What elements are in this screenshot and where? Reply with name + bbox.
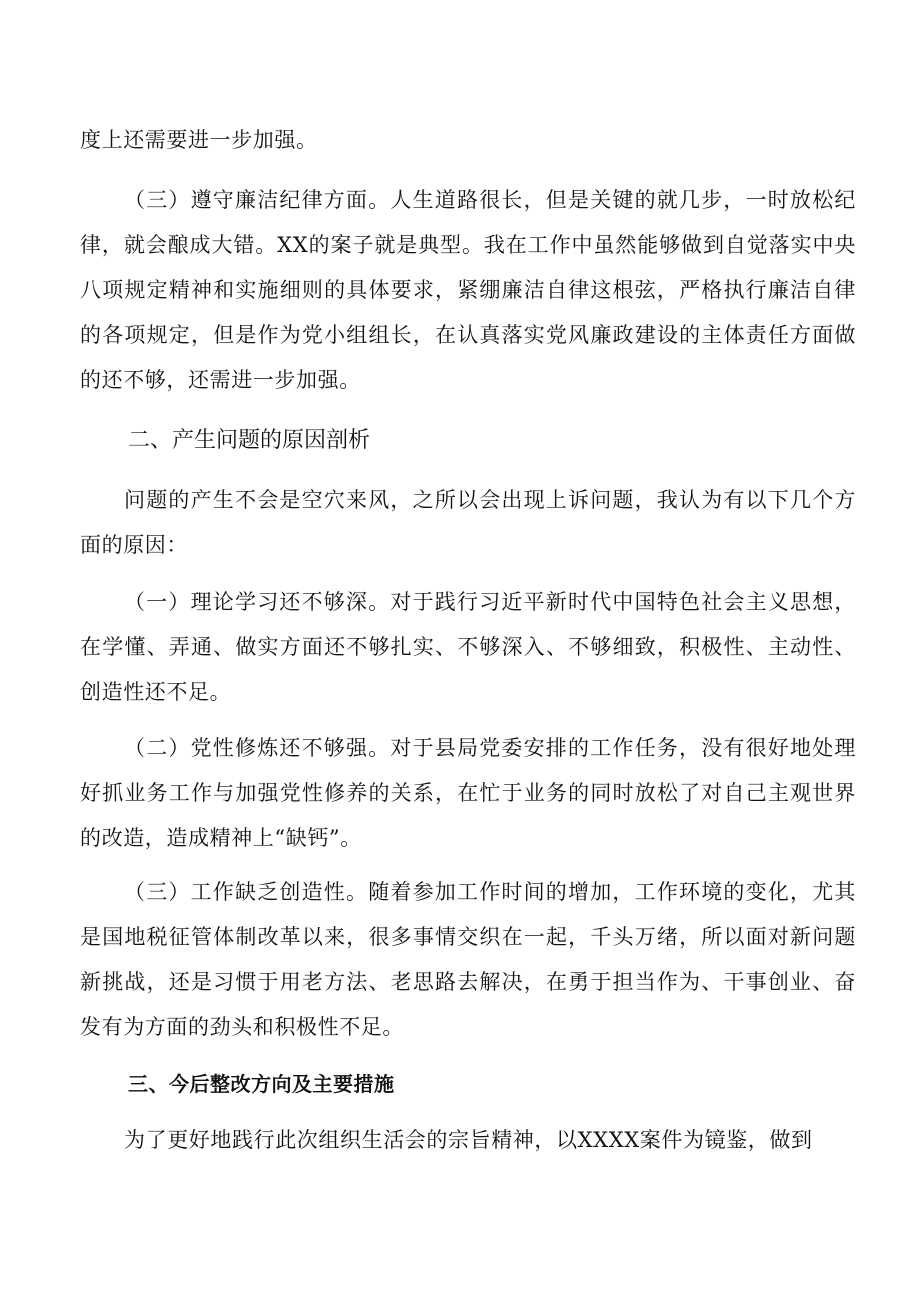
paragraph-continuation: 度上还需要进一步加强。 (80, 128, 318, 152)
section-heading-rectification: 三、今后整改方向及主要措施 (128, 1072, 395, 1096)
paragraph-party-spirit: （二）党性修炼还不够强。对于县局党委安排的工作任务，没有很好地处理好抓业务工作与加强党性修养的关系，在忙于业务的同时放松了对自己主观世界的改造，造成精神上“缺钙”。 (80, 736, 856, 850)
paragraph-theory-study: （一）理论学习还不够深。对于践行习近平新时代中国特色社会主义思想，在学懂、弄通、做实方面还不够扎实、不够深入、不够细致，积极性、主动性、创造性还不足。 (80, 590, 856, 704)
section-heading-cause-analysis: 二、产生问题的原因剖析 (128, 428, 371, 453)
paragraph-rectification-intro: 为了更好地践行此次组织生活会的宗旨精神，以XXXX案件为镜鉴，做到 (124, 1128, 813, 1152)
paragraph-integrity-discipline: （三）遵守廉洁纪律方面。人生道路很长，但是关键的就几步，一时放松纪律，就会酿成大错。XX的案子就是典型。我在工作中虽然能够做到自觉落实中央八项规定精神和实施细则的具体要求，紧绷廉洁自律这根弦，严格执行廉洁自律的各项规定，但是作为党小组组长，在认真落实党风廉政建设的主体责任方面做的还不够，还需进一步加强。 (80, 188, 856, 392)
paragraph-cause-intro: 问题的产生不会是空穴来风，之所以会出现上诉问题，我认为有以下几个方面的原因： (80, 488, 856, 557)
paragraph-creativity: （三）工作缺乏创造性。随着参加工作时间的增加，工作环境的变化，尤其是国地税征管体制改革以来，很多事情交织在一起，千头万绪，所以面对新问题新挑战，还是习惯于用老方法、老思路去解决，在勇于担当作为、干事创业、奋发有为方面的劲头和积极性不足。 (80, 880, 856, 1039)
